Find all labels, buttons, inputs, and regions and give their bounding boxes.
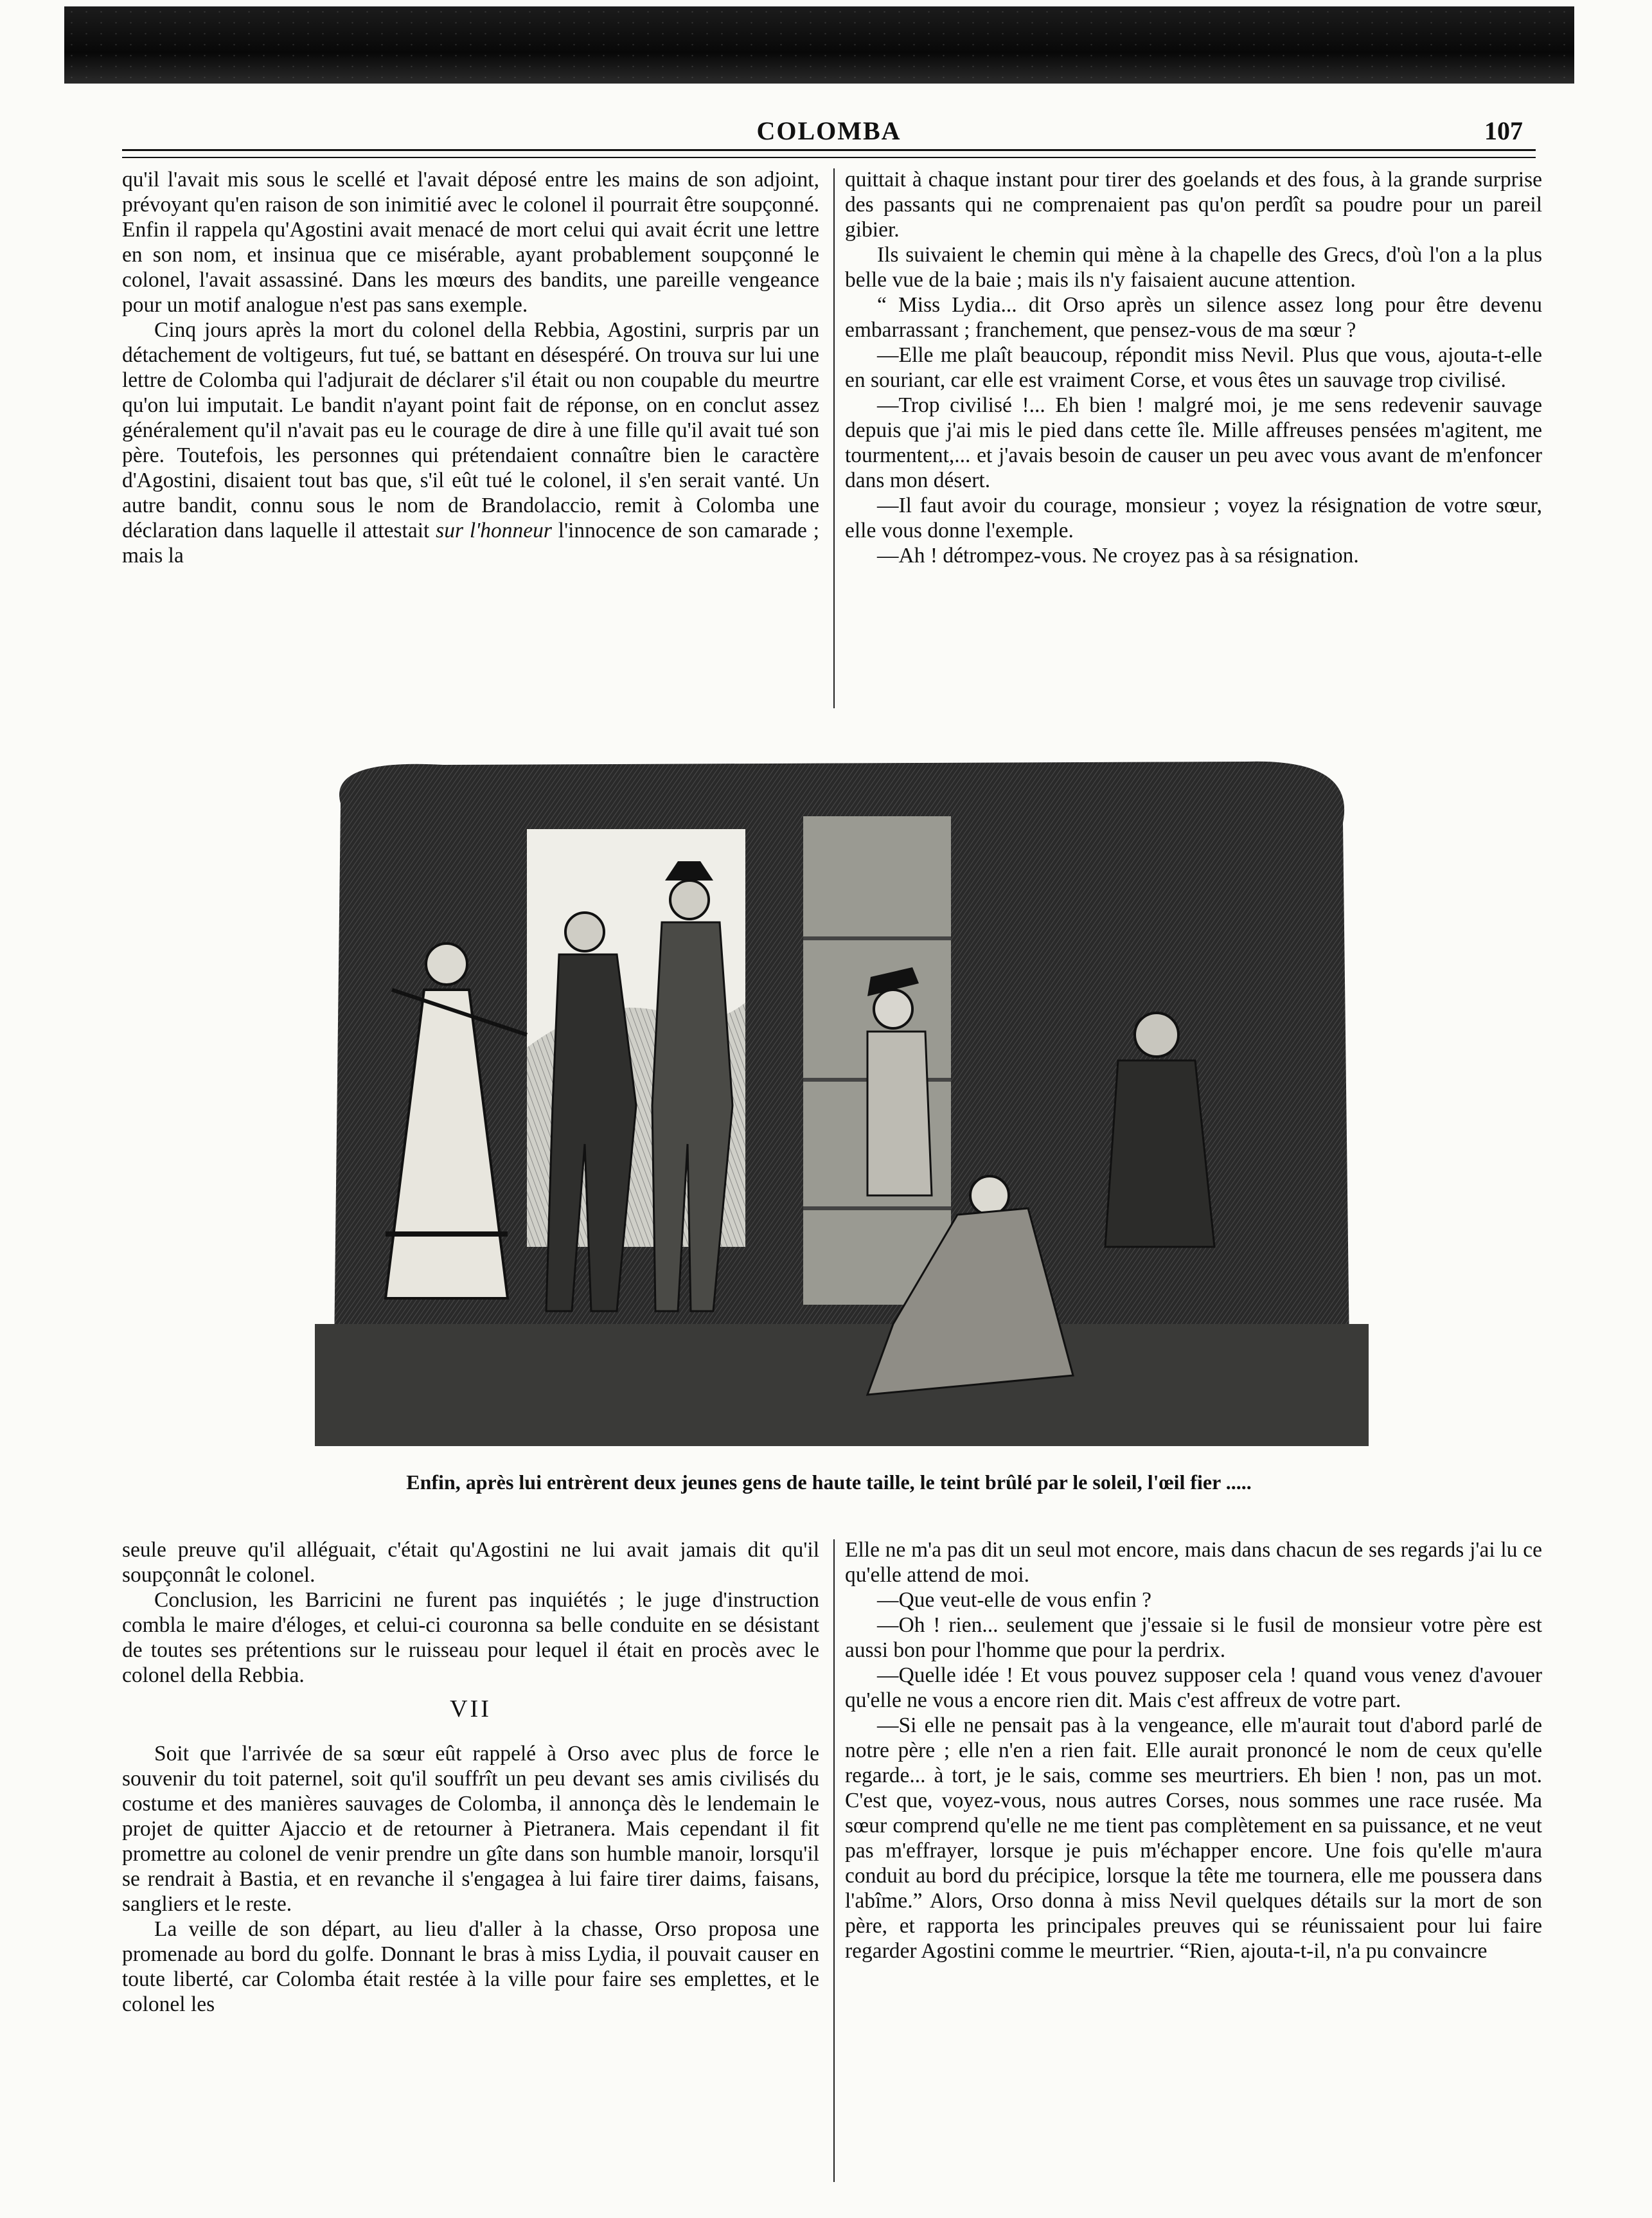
scan-top-band [64,6,1574,84]
running-title: COLOMBA [756,116,901,145]
paragraph: —Il faut avoir du courage, monsieur ; voyez la résignation de votre sœur, elle vous donne l'exemple. [845,494,1542,542]
column-top-right [845,167,1542,568]
column-bottom-left [122,1537,819,2017]
header-rule-thin [122,157,1536,158]
paragraph: qu'il l'avait mis sous le scellé et l'avait déposé entre les mains de son adjoint, prévoyant qu'en raison de son inimitié avec le colonel il pourrait être soupçonné. Enfin il rappela qu'Agostini avait menacé de mort celui qui avait écrit une lettre en son nom, et insinua que ce misérable, ayant probablement soupçonné le colonel, l'avait assassiné. Dans les mœurs des bandits, une pareille vengeance pour un motif analogue n'est pas sans exemple. [122,168,819,317]
engraving-illustration [315,746,1369,1446]
paragraph-text: Cinq jours après la mort du colonel della Rebbia, Agostini, surpris par un détachement de voltigeurs, fut tué, se battant en désespéré. On trouva sur lui une lettre de Colomba qui l'adjurait de déclarer s'il était ou non coupable du meurtre qu'on lui imputait. Le bandit n'ayant point fait de réponse, on en conclut assez généralement qu'il n'avait pas eu le courage de dire à une fille qu'il avait tué son père. Toutefois, les personnes qui prétendaient connaître bien le caractère d'Agostini, disaient tout bas que, s'il eût tué le colonel, il s'en serait vanté. Un autre bandit, connu sous le nom de Brandolaccio, remit à Colomba une déclaration dans laquelle il attestait [122,318,819,542]
paragraph: —Ah ! détrompez-vous. Ne croyez pas à sa résignation. [877,544,1359,568]
floor [315,1324,1369,1446]
paragraph: —Quelle idée ! Et vous pouvez supposer cela ! quand vous venez d'avouer qu'elle ne vous a encore rien dit. Mais c'est affreux de votre part. [845,1663,1542,1712]
column-divider-bottom [833,1539,835,2182]
paragraph: —Que veut-elle de vous enfin ? [877,1588,1151,1612]
paragraph [122,317,819,568]
illustration-caption: Enfin, après lui entrèrent deux jeunes gens de haute taille, le teint brûlé par le soleil, l'œil fier ..... [406,1471,1252,1494]
paragraph: Ils suivaient le chemin qui mène à la chapelle des Grecs, d'où l'on a la plus belle vue de la baie ; mais ils n'y faisaient aucune attention. [845,243,1542,292]
paragraph: quittait à chaque instant pour tirer des goelands et des fous, à la grande surprise des passants qui ne comprenaient pas qu'on perdît sa poudre pour un pareil gibier. [845,168,1542,242]
paragraph: seule preuve qu'il alléguait, c'était qu'Agostini ne lui avait jamais dit qu'il soupçonnât le colonel. [122,1538,819,1587]
paragraph: Conclusion, les Barricini ne furent pas inquiétés ; le juge d'instruction combla le maire d'éloges, et celui-ci couronna sa belle conduite en se désistant de toutes ses prétentions sur le ruisseau pour lequel il était en procès avec le colonel della Rebbia. [122,1588,819,1687]
emphasis-text: sur l'honneur [436,519,552,542]
bandit-figure [652,861,733,1311]
paragraph: La veille de son départ, au lieu d'aller à la chasse, Orso proposa une promenade au bord du golfe. Donnant le bras à miss Lydia, il pouvait causer en toute liberté, car Colomba était restée à la ville pour faire ses emplettes, et le colonel les [122,1917,819,2016]
chapter-heading: VII [450,1695,492,1722]
paragraph: —Elle me plaît beaucoup, répondit miss Nevil. Plus que vous, ajouta-t-elle en souriant, car elle est vraiment Corse, et vous êtes un sauvage trop civilisé. [845,343,1542,392]
column-top-left [122,167,819,568]
column-bottom-right [845,1537,1542,1963]
paragraph: —Si elle ne pensait pas à la vengeance, elle m'aurait tout d'abord parlé de notre père ; elle n'en a rien fait. Elle aurait prononcé le nom de ceux qu'elle regarde... à tort, je le sais, comme ses meurtriers. Eh bien ! non, pas un mot. C'est que, voyez-vous, nous autres Corses, nous sommes une race rusée. Ma sœur comprend qu'elle ne me tient pas complètement en sa puissance, et ne veut pas m'effrayer, lorsque je puis m'échapper encore. Une fois qu'elle m'aura conduit au bord du précipice, lorsque la tête me tournera, elle me poussera dans l'abîme.” Alors, Orso donna à miss Nevil quelques détails sur la mort de son père, et rapporta les principales preuves qui se réunissaient pour lui faire regarder Agostini comme le meurtrier. “Rien, ajouta-t-il, n'a pu convaincre [845,1713,1542,1963]
page-number: 107 [1484,116,1523,145]
paragraph: —Trop civilisé !... Eh bien ! malgré moi, je me sens redevenir sauvage depuis que j'ai mis le pied dans cette île. Mille affreuses pensées m'agitent, me tourmentent,... et j'avais besoin de causer un peu avec vous avant de m'enfoncer dans mon désert. [845,393,1542,492]
paragraph-text: l'innocence de son camarade ; mais la [122,519,819,568]
paragraph: “ Miss Lydia... dit Orso après un silence assez long pour être devenu embarrassant ; franchement, que pensez-vous de ma sœur ? [845,293,1542,342]
paragraph: Soit que l'arrivée de sa sœur eût rappelé à Orso avec plus de force le souvenir du toit paternel, soit qu'il souffrît un peu devant ses amis civilisés du costume et des manières sauvages de Colomba, il annonça dès le lendemain le projet de quitter Ajaccio et de retourner à Pietranera. Mais cependant il fit promettre au colonel de venir prendre un gîte dans son humble manoir, lorsqu'il se rendrait à Bastia, et en revanche il s'engagea à lui faire tirer daims, faisans, sangliers et le reste. [122,1742,819,1916]
paragraph: —Oh ! rien... seulement que j'essaie si le fusil de monsieur votre père est aussi bon pour l'homme que pour la perdrix. [845,1613,1542,1662]
column-divider-top [833,168,835,708]
paragraph: Elle ne m'a pas dit un seul mot encore, mais dans chacun de ses regards j'ai lu ce qu'elle attend de moi. [845,1538,1542,1587]
header-rule [122,149,1536,151]
